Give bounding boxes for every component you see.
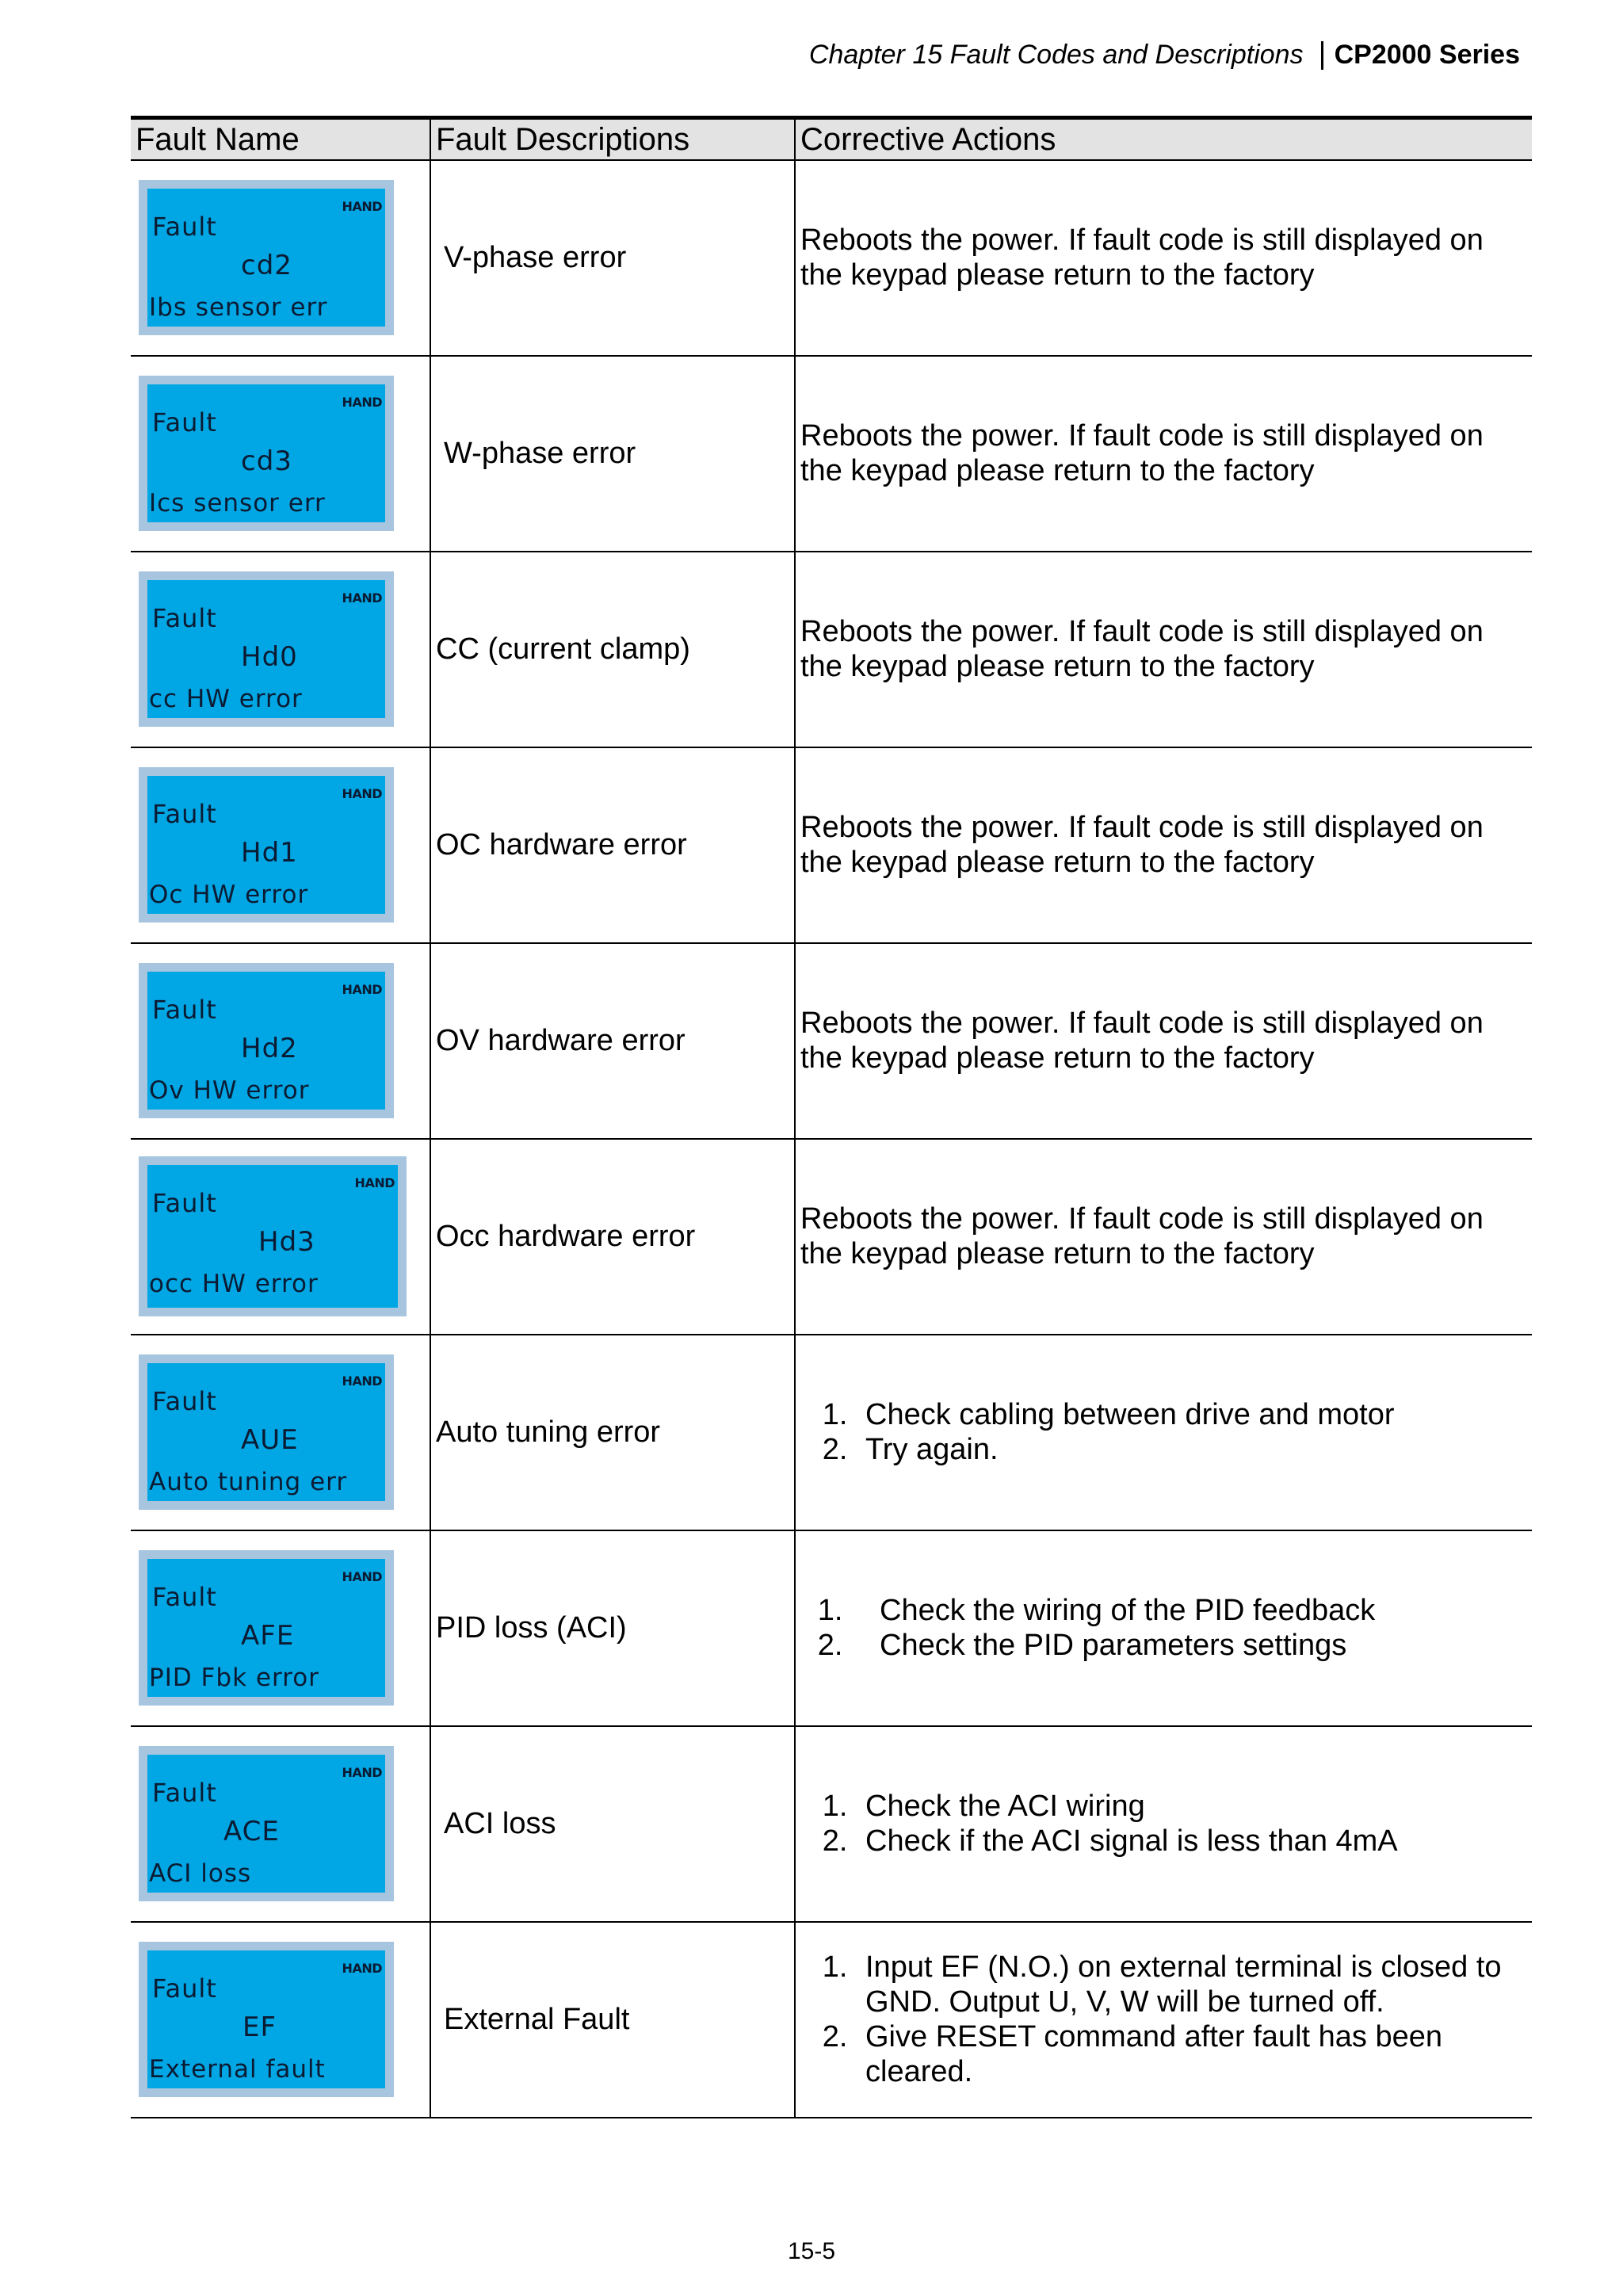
corrective-action: Reboots the power. If fault code is still displayed on the keypad please return to the factory: [795, 552, 1532, 747]
lcd-fault-code: AFE: [241, 1620, 295, 1652]
keypad-lcd-display: [139, 1942, 394, 2097]
corrective-action: Reboots the power. If fault code is still displayed on the keypad please return to the factory: [795, 160, 1532, 356]
fault-name-cell: [131, 552, 430, 747]
keypad-lcd-display: [139, 767, 394, 923]
lcd-fault-code: Hd3: [258, 1226, 315, 1258]
table-row: [131, 1922, 1532, 2118]
lcd-fault-label: Fault: [152, 1188, 217, 1218]
action-step: 1. Input EF (N.O.) on external terminal is closed to GND. Output U, V, W will be turned off.: [856, 1950, 1527, 2019]
lcd-fault-label: Fault: [152, 407, 217, 437]
lcd-fault-label: Fault: [152, 1778, 217, 1808]
lcd-screen: [147, 1950, 385, 2088]
lcd-fault-code: cd2: [241, 250, 292, 281]
lcd-screen: [147, 1165, 398, 1308]
lcd-fault-code: ACE: [223, 1816, 280, 1847]
hand-mode-indicator: HAND: [342, 1373, 382, 1389]
fault-description: OC hardware error: [430, 747, 795, 943]
fault-name-cell: [131, 1335, 430, 1530]
fault-name-cell: [131, 747, 430, 943]
lcd-screen: [147, 1559, 385, 1697]
lcd-fault-label: Fault: [152, 1386, 217, 1416]
lcd-fault-message: occ HW error: [149, 1270, 319, 1298]
table-row: [131, 1335, 1532, 1530]
fault-description: Occ hardware error: [430, 1139, 795, 1335]
corrective-action: [795, 1726, 1532, 1922]
hand-mode-indicator: HAND: [342, 1765, 382, 1780]
fault-name-cell: [131, 1530, 430, 1726]
keypad-lcd-display: [139, 180, 394, 335]
keypad-lcd-display: [139, 571, 394, 727]
corrective-action: Reboots the power. If fault code is still displayed on the keypad please return to the factory: [795, 1139, 1532, 1335]
lcd-screen: [147, 1755, 385, 1893]
lcd-fault-message: Ibs sensor err: [149, 293, 328, 322]
keypad-lcd-display: [139, 376, 394, 531]
lcd-fault-message: Ov HW error: [149, 1076, 310, 1105]
table-row: [131, 552, 1532, 747]
fault-description: V-phase error: [430, 160, 795, 356]
fault-name-cell: [131, 1726, 430, 1922]
hand-mode-indicator: HAND: [342, 1569, 382, 1584]
action-step: 1. Check cabling between drive and motor: [856, 1397, 1527, 1432]
lcd-fault-label: Fault: [152, 603, 217, 633]
fault-description: PID loss (ACI): [430, 1530, 795, 1726]
table-header-row: [131, 118, 1532, 160]
fault-name-cell: [131, 1922, 430, 2118]
lcd-fault-message: Ics sensor err: [149, 489, 326, 518]
corrective-action: Reboots the power. If fault code is still displayed on the keypad please return to the factory: [795, 356, 1532, 552]
keypad-lcd-display: [139, 963, 394, 1118]
fault-name-cell: [131, 356, 430, 552]
lcd-screen: [147, 580, 385, 718]
hand-mode-indicator: HAND: [342, 982, 382, 997]
corrective-action: Reboots the power. If fault code is still displayed on the keypad please return to the factory: [795, 747, 1532, 943]
corrective-action: [795, 1922, 1532, 2118]
fault-description: CC (current clamp): [430, 552, 795, 747]
fault-name-cell: [131, 1139, 430, 1335]
fault-description: W-phase error: [430, 356, 795, 552]
lcd-fault-code: EF: [242, 2011, 277, 2043]
lcd-fault-code: AUE: [241, 1424, 299, 1456]
series-name: CP2000 Series: [1334, 40, 1520, 70]
corrective-action: Reboots the power. If fault code is still displayed on the keypad please return to the factory: [795, 943, 1532, 1139]
table-row: [131, 1139, 1532, 1335]
column-header-fault-descriptions: Fault Descriptions: [430, 118, 795, 160]
table-row: [131, 1726, 1532, 1922]
lcd-screen: [147, 384, 385, 522]
corrective-action: [795, 1530, 1532, 1726]
column-header-fault-name: Fault Name: [131, 118, 430, 160]
hand-mode-indicator: HAND: [354, 1175, 395, 1190]
keypad-lcd-display: [139, 1156, 407, 1316]
lcd-fault-label: Fault: [152, 995, 217, 1025]
lcd-fault-label: Fault: [152, 212, 217, 242]
lcd-fault-code: cd3: [241, 445, 292, 477]
fault-name-cell: [131, 943, 430, 1139]
table-row: [131, 160, 1532, 356]
lcd-fault-code: Hd1: [241, 837, 298, 869]
lcd-fault-message: External fault: [149, 2055, 326, 2084]
lcd-fault-code: Hd0: [241, 641, 298, 673]
corrective-action: [795, 1335, 1532, 1530]
table-row: [131, 356, 1532, 552]
hand-mode-indicator: HAND: [342, 199, 382, 214]
fault-name-cell: [131, 160, 430, 356]
action-step: 2. Check the PID parameters settings: [851, 1628, 1527, 1663]
hand-mode-indicator: HAND: [342, 786, 382, 801]
keypad-lcd-display: [139, 1746, 394, 1901]
lcd-screen: [147, 189, 385, 327]
table-row: [131, 943, 1532, 1139]
page-header: [809, 40, 1520, 71]
lcd-fault-code: Hd2: [241, 1033, 298, 1064]
hand-mode-indicator: HAND: [342, 1961, 382, 1976]
fault-description: External Fault: [430, 1922, 795, 2118]
table-row: [131, 1530, 1532, 1726]
lcd-screen: [147, 776, 385, 914]
action-steps: [800, 1789, 1527, 1859]
fault-description: Auto tuning error: [430, 1335, 795, 1530]
action-step: 1. Check the ACI wiring: [856, 1789, 1527, 1824]
lcd-fault-label: Fault: [152, 1973, 217, 2004]
keypad-lcd-display: [139, 1354, 394, 1510]
lcd-fault-message: Oc HW error: [149, 881, 309, 909]
action-step: 2. Check if the ACI signal is less than 4mA: [856, 1824, 1527, 1859]
lcd-fault-message: cc HW error: [149, 685, 303, 713]
lcd-screen: [147, 972, 385, 1110]
fault-table: [131, 116, 1532, 2118]
action-steps: [800, 1593, 1527, 1663]
fault-description: ACI loss: [430, 1726, 795, 1922]
lcd-fault-message: PID Fbk error: [149, 1664, 319, 1692]
page-number: 15-5: [787, 2238, 836, 2264]
lcd-fault-message: ACI loss: [149, 1859, 252, 1888]
action-step: 2. Give RESET command after fault has been cleared.: [856, 2019, 1527, 2089]
lcd-fault-label: Fault: [152, 1582, 217, 1612]
hand-mode-indicator: HAND: [342, 395, 382, 410]
action-steps: [800, 1397, 1527, 1467]
action-step: 2. Try again.: [856, 1432, 1527, 1467]
action-steps: [800, 1950, 1527, 2089]
keypad-lcd-display: [139, 1550, 394, 1706]
fault-description: OV hardware error: [430, 943, 795, 1139]
column-header-corrective-actions: Corrective Actions: [795, 118, 1532, 160]
header-separator: [1321, 41, 1323, 70]
lcd-screen: [147, 1363, 385, 1501]
table-row: [131, 747, 1532, 943]
hand-mode-indicator: HAND: [342, 590, 382, 606]
action-step: 1. Check the wiring of the PID feedback: [851, 1593, 1527, 1628]
lcd-fault-message: Auto tuning err: [149, 1468, 348, 1496]
chapter-title: Chapter 15 Fault Codes and Descriptions: [808, 40, 1304, 70]
lcd-fault-label: Fault: [152, 799, 217, 829]
